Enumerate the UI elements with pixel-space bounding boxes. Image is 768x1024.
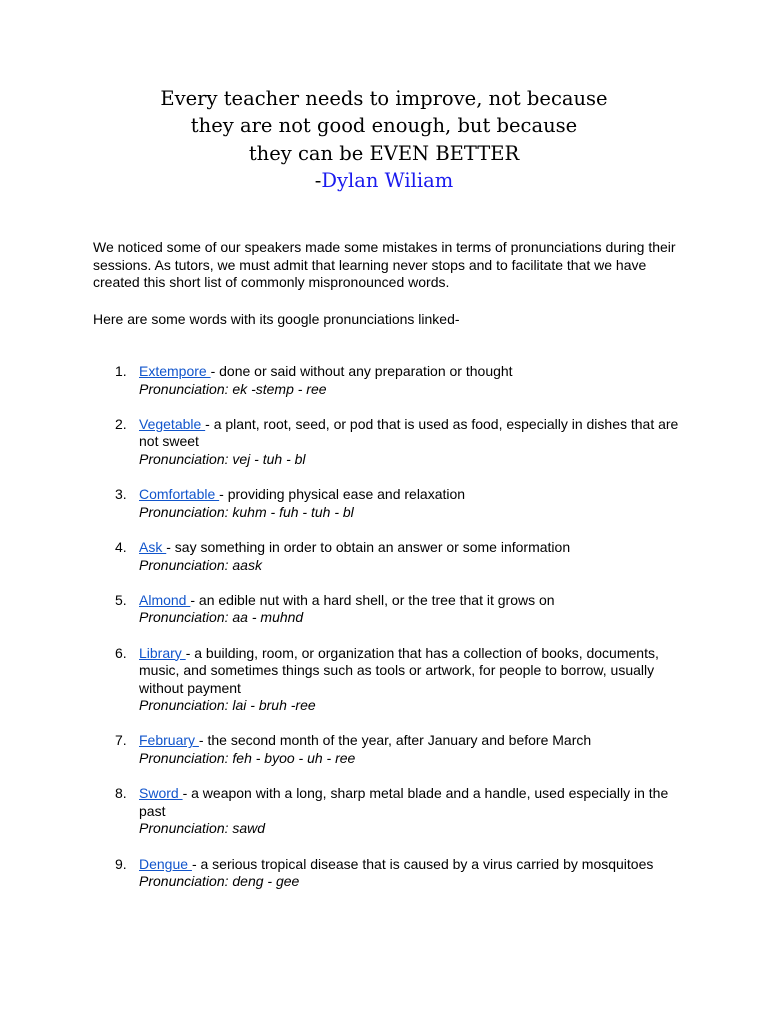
word-definition: - a weapon with a long, sharp metal blade and a handle, used especially in the past [139,785,669,819]
word-definition: - a serious tropical disease that is caused by a virus carried by mosquitoes [191,855,654,872]
list-item [93,539,683,574]
word-definition: - a building, room, or organization that has a collection of books, documents, music, and sometimes things such as tools or artwork, for people to borrow, usually without payment [139,644,659,696]
word-definition: - the second month of the year, after January and before March [198,732,592,749]
item-number: 2. [115,415,127,432]
word-pronunciation: Pronunciation: aask [139,556,262,573]
list-item [93,363,683,398]
word-link-dengue[interactable]: Dengue [139,855,192,872]
list-item [93,592,683,627]
item-number: 9. [115,855,127,872]
linked-note: Here are some words with its google pronunciations linked- [93,311,460,327]
attribution-dash: - [314,168,322,192]
word-definition: - a plant, root, seed, or pod that is used as food, especially in dishes that are not sweet [139,415,679,450]
list-item [93,785,683,838]
word-link-sword[interactable]: Sword [139,785,183,802]
intro-paragraph: We noticed some of our speakers made some mistakes in terms of pronunciations during their sessions. As tutors, we must admit that learning never stops and to facilitate that we have created this short list of commonly mispronounced words. [93,239,676,291]
word-definition: - done or said without any preparation or thought [210,363,513,379]
quote-author: Dylan Wiliam [321,168,454,192]
word-link-extempore[interactable]: Extempore [139,363,211,379]
word-pronunciation: Pronunciation: vej - tuh - bl [139,450,306,467]
item-number: 5. [115,591,127,608]
word-pronunciation: Pronunciation: sawd [139,820,266,837]
word-link-comfortable[interactable]: Comfortable [139,486,220,503]
word-definition: - say something in order to obtain an answer or some information [166,538,571,555]
word-definition: - an edible nut with a hard shell, or the tree that it grows on [190,591,555,608]
word-pronunciation: Pronunciation: kuhm - fuh - tuh - bl [139,503,354,520]
item-number: 7. [115,732,127,749]
quote-line: they can be EVEN BETTER [248,141,520,165]
word-pronunciation: Pronunciation: ek -stemp - ree [139,380,327,397]
word-link-ask[interactable]: Ask [139,538,167,555]
word-pronunciation: Pronunciation: aa - muhnd [139,609,304,626]
word-list [93,363,683,908]
list-item [93,732,683,767]
word-link-february[interactable]: February [139,732,199,749]
word-pronunciation: Pronunciation: feh - byoo - uh - ree [139,750,356,767]
list-item [93,856,683,891]
word-pronunciation: Pronunciation: lai - bruh -ree [139,697,316,714]
word-link-library[interactable]: Library [139,644,186,661]
quote-attribution [0,167,768,194]
item-number: 6. [115,644,127,661]
list-item [93,645,683,715]
word-link-vegetable[interactable]: Vegetable [139,415,206,432]
list-item [93,416,683,469]
word-link-almond[interactable]: Almond [139,591,191,608]
item-number: 1. [115,363,127,379]
item-number: 4. [115,538,127,555]
quote-block [0,85,768,194]
list-item [93,486,683,521]
item-number: 3. [115,486,127,503]
quote-line: Every teacher needs to improve, not because [160,87,608,110]
item-number: 8. [115,785,127,802]
word-pronunciation: Pronunciation: deng - gee [139,873,300,890]
word-definition: - providing physical ease and relaxation [219,486,466,503]
quote-line: they are not good enough, but because [190,114,578,138]
